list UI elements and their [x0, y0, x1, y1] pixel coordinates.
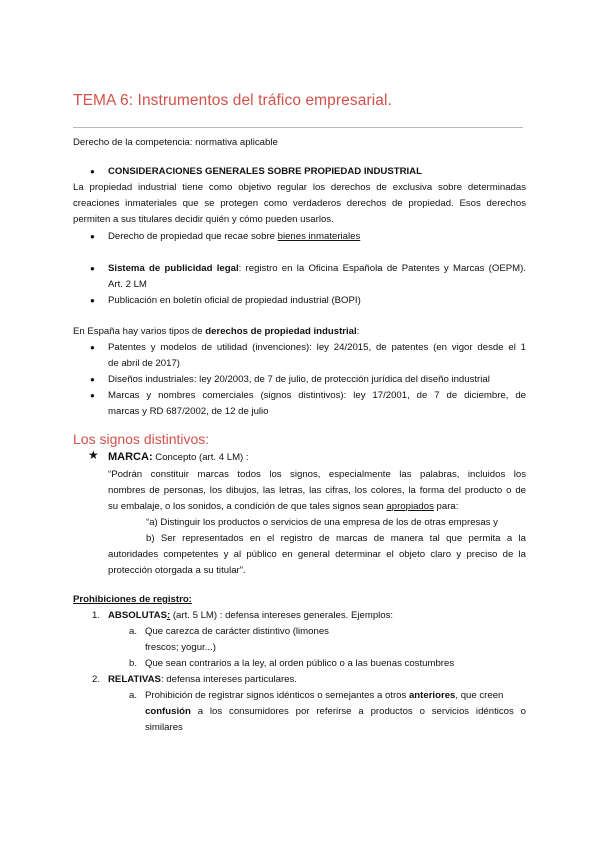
list-item	[108, 261, 526, 277]
list-item: Que carezca de carácter distintivo (limones	[145, 626, 329, 637]
list-item-continuation: de abril de 2017)	[108, 358, 181, 369]
marca-text: Concepto (art. 4 LM) :	[152, 452, 249, 463]
list-letter: a.	[129, 626, 138, 637]
marca-label: MARCA:	[108, 451, 153, 463]
bold-text: :	[166, 610, 171, 621]
quote-line: “a) Distinguir los productos o servicios de una empresa de los de otras empresas y	[146, 517, 498, 528]
quote-line	[108, 499, 458, 515]
section-heading-prohibiciones: Prohibiciones de registro:	[73, 594, 192, 605]
list-item-text: : defensa intereses particulares.	[160, 674, 297, 685]
quote-line: “Podrán constituir marcas todos los signos, especialmente las palabras, incluidos los	[108, 469, 526, 480]
list-item-continuation: Art. 2 LM	[108, 279, 147, 290]
bold-text: Sistema de publicidad legal	[108, 263, 239, 274]
list-item-text: a los consumidores por referirse a productos o servicios idénticos o	[190, 706, 526, 717]
list-letter: a.	[129, 690, 138, 701]
list-item	[145, 688, 503, 704]
subtitle-text: Derecho de la competencia: normativa aplicable	[73, 137, 278, 148]
list-item-continuation: frescos; yogur...)	[145, 642, 216, 653]
bullet-icon: ●	[90, 167, 95, 176]
list-item-continuation: marcas y RD 687/2002, de 12 de julio	[108, 406, 269, 417]
section-heading-signos: Los signos distintivos:	[73, 431, 210, 447]
quote-text: para:	[433, 501, 459, 512]
subtitle	[73, 135, 278, 151]
bullet-icon: ●	[90, 232, 95, 241]
list-item-text: , que creen	[455, 690, 504, 701]
title-divider	[73, 127, 523, 128]
bullet-icon: ●	[90, 375, 95, 384]
bullet-icon: ●	[90, 264, 95, 273]
intro-line	[73, 324, 359, 340]
list-item: Que sean contrarios a la ley, al orden público o a las buenas costumbres	[145, 658, 455, 669]
list-item-text: Derecho de propiedad que recae sobre	[108, 231, 278, 242]
bold-text: anteriores	[408, 690, 456, 701]
bullet-icon: ●	[90, 343, 95, 352]
list-item	[108, 608, 393, 624]
bold-text: confusión	[145, 706, 191, 717]
section-heading-consideraciones: CONSIDERACIONES GENERALES SOBRE PROPIEDAD INDUSTRIAL	[108, 166, 422, 177]
paragraph-line: creaciones inmateriales que se protegen como verdaderos derechos de propiedad. Esos derechos	[73, 198, 526, 209]
underlined-text: apropiados	[386, 501, 434, 512]
paragraph-line: La propiedad industrial tiene como objetivo regular los derechos de exclusiva sobre determinadas	[73, 182, 526, 193]
intro-text: En España hay varios tipos de	[73, 326, 206, 337]
list-number: 2.	[92, 674, 101, 685]
list-item	[108, 229, 360, 245]
quote-line: b) Ser representados en el registro de marcas de manera tal que permita a la	[146, 533, 526, 544]
bold-text: ABSOLUTAS	[108, 610, 167, 621]
quote-text: su embalaje, o los sonidos, a condición de que tales signos sean	[108, 501, 387, 512]
page-title: TEMA 6: Instrumentos del tráfico empresarial.	[73, 92, 392, 109]
list-item-text: (art. 5 LM) : defensa intereses generales. Ejemplos:	[170, 610, 394, 621]
list-item: Publicación en boletín oficial de propiedad industrial (BOPI)	[108, 295, 361, 306]
quote-line: protección otorgada a su titular”.	[108, 565, 246, 576]
bullet-icon: ●	[90, 296, 95, 305]
list-item-continuation: similares	[145, 722, 183, 733]
list-letter: b.	[129, 658, 138, 669]
list-item	[108, 672, 297, 688]
underlined-text: bienes inmateriales	[277, 231, 361, 242]
quote-line: autoridades competentes y al público en general determinar el objeto claro y preciso de la	[108, 549, 526, 560]
list-item: Marcas y nombres comerciales (signos distintivos): ley 17/2001, de 7 de diciembre, de	[108, 390, 526, 401]
bullet-icon: ●	[90, 391, 95, 400]
list-number: 1.	[92, 610, 101, 621]
marca-line	[108, 450, 249, 466]
quote-line: nombres de personas, los dibujos, las letras, las cifras, los colores, la forma del producto o de	[108, 485, 526, 496]
list-item-text: : registro en la Oficina Española de Patentes y Marcas (OEPM).	[238, 263, 526, 274]
bold-text: derechos de propiedad industrial	[205, 326, 357, 337]
list-item-text: Prohibición de registrar signos idénticos o semejantes a otros	[145, 690, 409, 701]
paragraph-line: permiten a sus titulares decidir quién y cómo pueden usarlos.	[73, 214, 334, 225]
bold-text: RELATIVAS	[108, 674, 161, 685]
intro-text: :	[356, 326, 360, 337]
list-item: Diseños industriales: ley 20/2003, de 7 de julio, de protección jurídica del diseño industrial	[108, 374, 490, 385]
star-icon: ★	[88, 448, 99, 462]
list-item: Patentes y modelos de utilidad (invenciones): ley 24/2015, de patentes (en vigor desde el 1	[108, 342, 526, 353]
list-item-continuation	[145, 704, 526, 720]
